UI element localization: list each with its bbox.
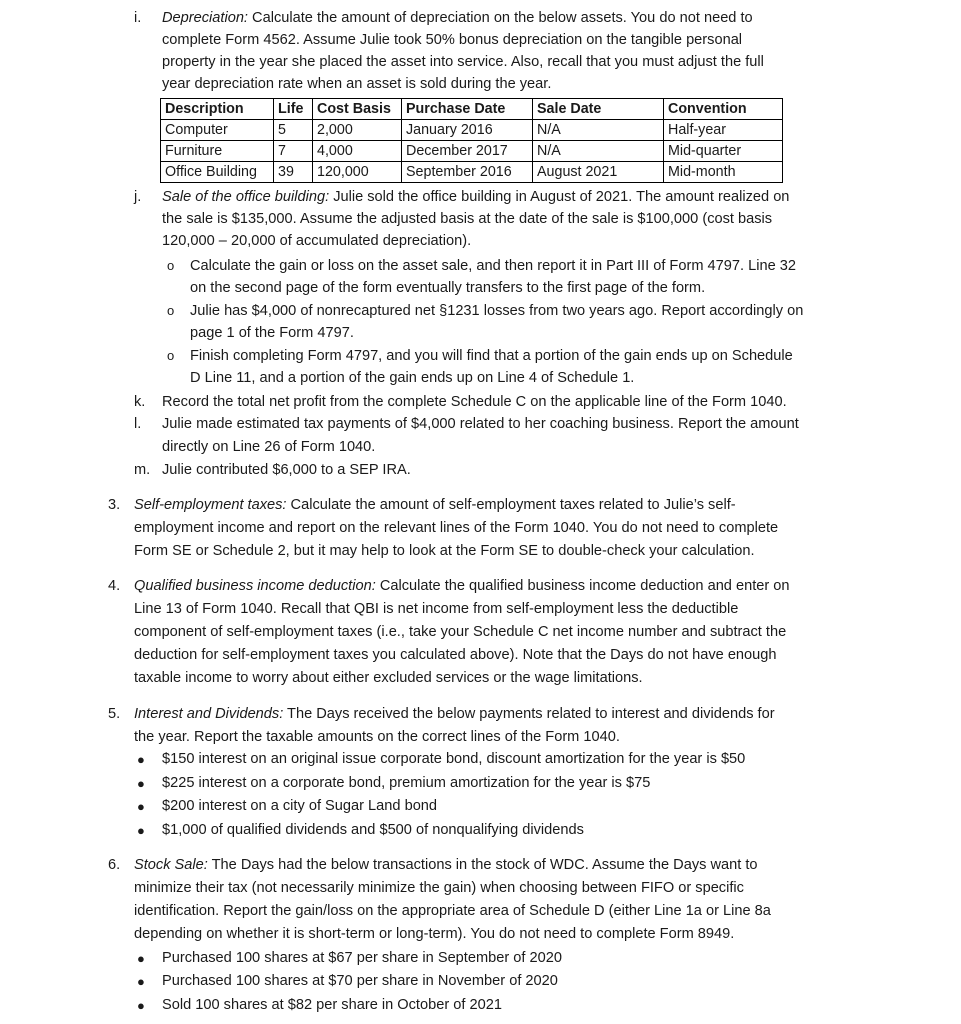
sub-bullet-2-line-2: page 1 of the Form 4797.: [190, 325, 354, 341]
section-6-marker: 6.: [108, 857, 121, 873]
table-cell: Computer: [161, 120, 274, 141]
table-cell: Mid-quarter: [664, 141, 783, 162]
item-k-marker: k.: [134, 394, 146, 410]
table-cell: September 2016: [402, 162, 533, 183]
section-6-line-1: Stock Sale: The Days had the below transactions in the stock of WDC. Assume the Days want to: [134, 857, 758, 873]
table-cell: 2,000: [313, 120, 402, 141]
item-l-marker: l.: [134, 416, 142, 432]
table-cell: N/A: [533, 141, 664, 162]
section-6-line-4: depending on whether it is short-term or long-term). You do not need to complete Form 8949.: [134, 926, 735, 942]
sub-bullet-2-line-1: Julie has $4,000 of nonrecaptured net §1231 losses from two years ago. Report accordingly on: [190, 303, 804, 319]
header-sale-date: Sale Date: [533, 99, 664, 120]
table-cell: Half-year: [664, 120, 783, 141]
item-j-line-2: the sale is $135,000. Assume the adjusted basis at the date of the sale is $100,000 (cost basis: [162, 211, 773, 227]
asset-table-header: [161, 99, 783, 120]
sub-bullet-1-line-1: Calculate the gain or loss on the asset sale, and then report it in Part III of Form 4797. Line 32: [190, 258, 796, 274]
section-5-bullet-4: $1,000 of qualified dividends and $500 of nonqualifying dividends: [162, 822, 584, 838]
section-6-line-3: identification. Report the gain/loss on the appropriate area of Schedule D (either Line 1a or Line 8a: [134, 903, 771, 919]
bullet-icon: ●: [137, 752, 145, 767]
section-5-marker: 5.: [108, 706, 121, 722]
section-3-marker: 3.: [108, 497, 121, 513]
section-5-bullet-3: $200 interest on a city of Sugar Land bond: [162, 798, 438, 814]
item-j-line-3: 120,000 – 20,000 of accumulated depreciation).: [162, 233, 472, 249]
item-m-marker: m.: [134, 462, 151, 478]
section-4-line-2: Line 13 of Form 1040. Recall that QBI is net income from self-employment less the deductible: [134, 601, 739, 617]
header-description: Description: [161, 99, 274, 120]
section-4-title: Qualified business income deduction:: [134, 578, 376, 594]
sub-bullet-3-line-1: Finish completing Form 4797, and you will find that a portion of the gain ends up on Schedule: [190, 348, 793, 364]
section-5-bullet-1: $150 interest on an original issue corporate bond, discount amortization for the year is $50: [162, 751, 746, 767]
open-bullet-icon: o: [167, 258, 175, 273]
item-i-line-1: Depreciation: Calculate the amount of depreciation on the below assets. You do not need to: [162, 10, 753, 26]
table-cell: December 2017: [402, 141, 533, 162]
item-i-line-4: year depreciation rate when an asset is sold during the year.: [162, 76, 552, 92]
section-5-line-2: the year. Report the taxable amounts on the correct lines of the Form 1040.: [134, 729, 620, 745]
section-3-line-1: Self-employment taxes: Calculate the amount of self-employment taxes related to Julie’s self-: [134, 497, 736, 513]
section-6-line-2: minimize their tax (not necessarily minimize the gain) when choosing between FIFO or specific: [134, 880, 744, 896]
header-life: Life: [274, 99, 313, 120]
asset-table: [160, 98, 783, 183]
item-i-line-2: complete Form 4562. Assume Julie took 50% bonus depreciation on the tangible personal: [162, 32, 743, 48]
section-4-line-1: Qualified business income deduction: Calculate the qualified business income deduction and enter on: [134, 578, 790, 594]
item-j-title: Sale of the office building:: [162, 189, 330, 205]
section-3-line-3: Form SE or Schedule 2, but it may help to look at the Form SE to double-check your calculation.: [134, 543, 755, 559]
header-convention: Convention: [664, 99, 783, 120]
section-3-title: Self-employment taxes:: [134, 497, 287, 513]
table-cell: August 2021: [533, 162, 664, 183]
item-j-marker: j.: [134, 189, 142, 205]
table-cell: 5: [274, 120, 313, 141]
sub-bullet-3-line-2: D Line 11, and a portion of the gain ends up on Line 4 of Schedule 1.: [190, 370, 635, 386]
item-i-marker: i.: [134, 10, 142, 26]
section-3-line-2: employment income and report on the relevant lines of the Form 1040. You do not need to complete: [134, 520, 779, 536]
section-4-line-3: component of self-employment taxes (i.e., take your Schedule C net income number and subtract the: [134, 624, 787, 640]
section-5-title: Interest and Dividends:: [134, 706, 284, 722]
table-cell: Office Building: [161, 162, 274, 183]
item-i-line-3: property in the year she placed the asset into service. Also, recall that you must adjust the full: [162, 54, 764, 70]
table-cell: Mid-month: [664, 162, 783, 183]
section-4-line-4: deduction for self-employment taxes you calculated above). Note that the Days do not have enough: [134, 647, 777, 663]
bullet-icon: ●: [137, 823, 145, 838]
table-cell: Furniture: [161, 141, 274, 162]
item-m-text: Julie contributed $6,000 to a SEP IRA.: [162, 462, 411, 478]
item-i-title: Depreciation:: [162, 10, 248, 26]
header-cost-basis: Cost Basis: [313, 99, 402, 120]
section-6-bullet-3: Sold 100 shares at $82 per share in October of 2021: [162, 997, 502, 1013]
bullet-icon: ●: [137, 799, 145, 814]
section-5-bullet-2: $225 interest on a corporate bond, premium amortization for the year is $75: [162, 775, 651, 791]
table-row: [161, 162, 783, 183]
table-row: [161, 141, 783, 162]
table-cell: N/A: [533, 120, 664, 141]
open-bullet-icon: o: [167, 303, 175, 318]
item-k-text: Record the total net profit from the complete Schedule C on the applicable line of the Form 1040.: [162, 394, 787, 410]
bullet-icon: ●: [137, 951, 145, 966]
bullet-icon: ●: [137, 776, 145, 791]
table-cell: 4,000: [313, 141, 402, 162]
item-l-line-2: directly on Line 26 of Form 1040.: [162, 439, 376, 455]
bullet-icon: ●: [137, 974, 145, 989]
section-6-title: Stock Sale:: [134, 857, 208, 873]
sub-bullet-1-line-2: on the second page of the form eventually transfers to the first page of the form.: [190, 280, 706, 296]
table-cell: 7: [274, 141, 313, 162]
section-6-bullet-2: Purchased 100 shares at $70 per share in November of 2020: [162, 973, 558, 989]
table-row: [161, 120, 783, 141]
table-cell: 120,000: [313, 162, 402, 183]
table-cell: January 2016: [402, 120, 533, 141]
section-6-bullet-1: Purchased 100 shares at $67 per share in September of 2020: [162, 950, 562, 966]
bullet-icon: ●: [137, 998, 145, 1013]
open-bullet-icon: o: [167, 348, 175, 363]
section-5-line-1: Interest and Dividends: The Days received the below payments related to interest and dividends for: [134, 706, 775, 722]
item-l-line-1: Julie made estimated tax payments of $4,000 related to her coaching business. Report the amount: [162, 416, 799, 432]
section-4-line-5: taxable income to worry about either excluded services or the wage limitations.: [134, 670, 643, 686]
table-cell: 39: [274, 162, 313, 183]
section-4-marker: 4.: [108, 578, 121, 594]
item-j-line-1: Sale of the office building: Julie sold the office building in August of 2021. The amount realized on: [162, 189, 790, 205]
header-purchase-date: Purchase Date: [402, 99, 533, 120]
